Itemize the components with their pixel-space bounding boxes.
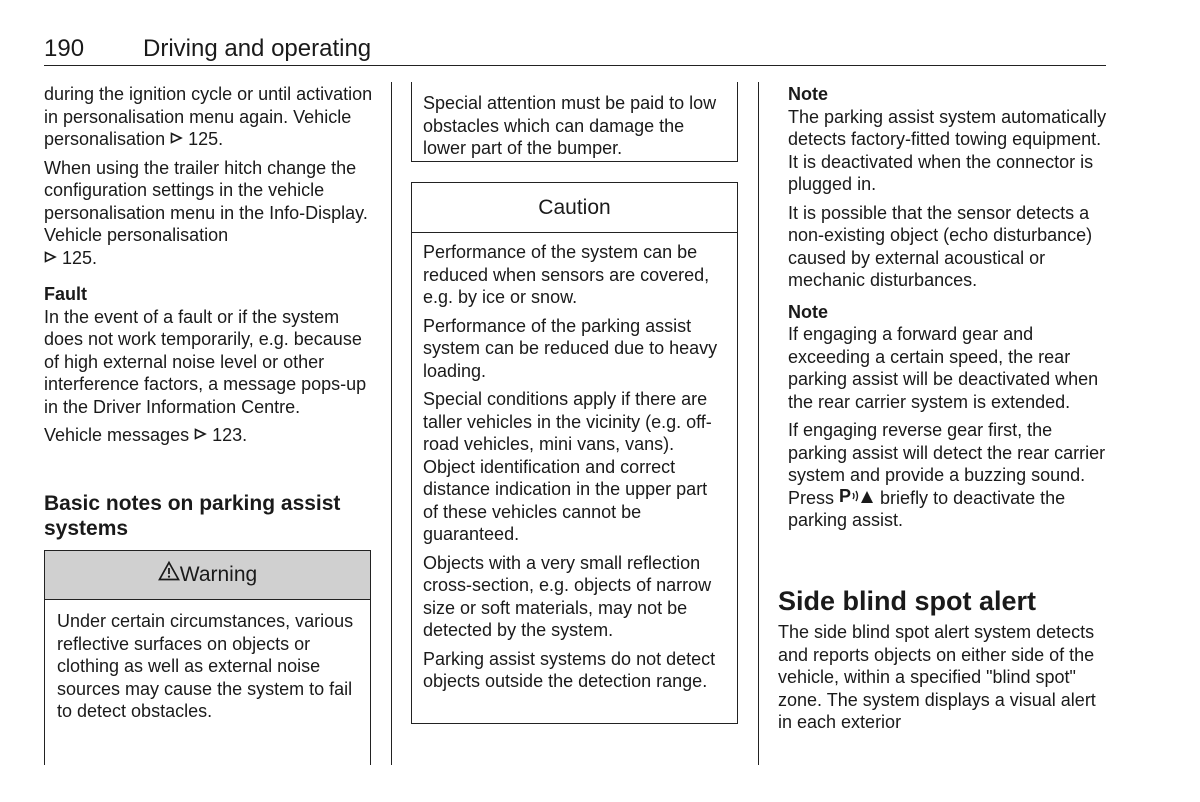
warning-title: Warning bbox=[179, 563, 258, 586]
svg-text:P: P bbox=[839, 485, 852, 506]
caution-item: Performance of the parking assist system can be reduced due to heavy loading. bbox=[423, 315, 718, 381]
fault-heading: Fault bbox=[44, 284, 87, 304]
caution-item: Parking assist systems do not detect objects outside the detection range. bbox=[423, 648, 716, 691]
paragraph-blind-spot: The side blind spot alert system detects and reports objects on either side of the vehicle, within a specified "blind spot" zone. The system displays a visual alert in each exterior bbox=[778, 622, 1096, 732]
paragraph-trailer-hitch: When using the trailer hitch change the configuration settings in the vehicle personalisation menu in the Info-Display. Vehicle personalisation 125. bbox=[44, 157, 368, 268]
header-rule bbox=[44, 65, 1106, 66]
page-reference-arrow-icon bbox=[170, 128, 183, 151]
page-reference-arrow-icon bbox=[44, 247, 57, 270]
warning-text: Under certain circumstances, various reflective surfaces on objects or clothing as well as external noise sources may cause the system to fail to detect obstacles. bbox=[57, 611, 354, 721]
warning-box-body bbox=[44, 598, 371, 765]
paragraph-fault: In the event of a fault or if the system does not work temporarily, e.g. because of high external noise level or other interference factors, a message pops-up in the Driver Information Centre. bbox=[44, 306, 367, 417]
note-heading: Note bbox=[788, 301, 828, 322]
caution-box bbox=[411, 182, 738, 724]
page-number: 190 bbox=[44, 35, 85, 62]
section-heading-blind-spot: Side blind spot alert bbox=[778, 586, 1037, 616]
section-heading-parking-assist: Basic notes on parking assist systems bbox=[44, 492, 341, 540]
page-reference-arrow-icon bbox=[194, 424, 207, 447]
parking-assist-button-icon bbox=[839, 487, 875, 510]
column-divider-2 bbox=[758, 82, 759, 765]
caution-title: Caution bbox=[412, 183, 737, 233]
caution-body bbox=[412, 233, 737, 693]
warning-triangle-icon bbox=[158, 551, 180, 599]
note-text-forward-gear: If engaging a forward gear and exceeding a certain speed, the rear parking assist will be deactivated when the rear carrier system is extended. bbox=[788, 324, 1099, 412]
note-text-towing: The parking assist system automatically detects factory-fitted towing equipment. It is deactivated when the connector is plugged in. bbox=[788, 106, 1107, 194]
attention-box bbox=[411, 82, 738, 162]
paragraph-vehicle-messages: Vehicle messages 123. bbox=[44, 425, 248, 445]
caution-item: Performance of the system can be reduced when sensors are covered, e.g. by ice or snow. bbox=[423, 242, 710, 307]
warning-box-header bbox=[44, 550, 371, 600]
paragraph-reverse-gear: If engaging reverse gear first, the parking assist will detect the rear carrier system and provide a buzzing sound. Press P briefly to deactivate the parking assist. bbox=[788, 420, 1106, 530]
attention-text: Special attention must be paid to low obstacles which can damage the lower part of the bumper. bbox=[423, 93, 717, 158]
column-3 bbox=[788, 83, 1113, 532]
column-divider-1 bbox=[391, 82, 392, 765]
chapter-title: Driving and operating bbox=[143, 35, 372, 62]
caution-item: Special conditions apply if there are taller vehicles in the vicinity (e.g. off-road vehicles, mini vans, vans). Object identification and correct distance indication in the upper part of these vehicles cannot be guaranteed. bbox=[423, 389, 712, 544]
note-heading: Note bbox=[788, 84, 828, 104]
paragraph-echo: It is possible that the sensor detects a non-existing object (echo disturbance) caused by external acoustical or mechanic disturbances. bbox=[788, 202, 1093, 290]
caution-item: Objects with a very small reflection cross-section, e.g. objects of narrow size or soft materials, may not be detected by the system. bbox=[423, 552, 712, 640]
column-1 bbox=[44, 83, 379, 447]
paragraph-personalisation: during the ignition cycle or until activation in personalisation menu again. Vehicle personalisation 125. bbox=[44, 84, 373, 149]
